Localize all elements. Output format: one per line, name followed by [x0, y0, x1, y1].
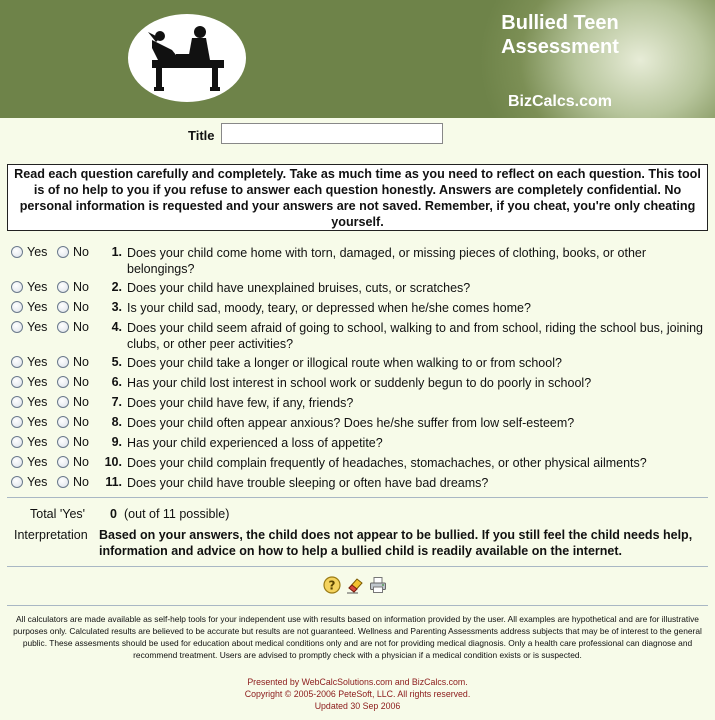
question-number: 10. [104, 455, 122, 469]
title-row [0, 123, 715, 147]
yes-radio[interactable] [11, 396, 23, 408]
no-radio[interactable] [57, 416, 69, 428]
divider [7, 566, 708, 567]
no-label[interactable]: No [73, 375, 89, 389]
disclaimer-text: All calculators are made available as self-help tools for your independent use with results based on information provided by the user. All examples are hypothetical and are for illustrative purposes only. Calculated results are believed to be accurate but results are not guaranteed. Wellness and Parenting Assessments address subjects that may be of interest to the general public. These assesments should be used for education about medical conditions only and are not for providing medical diagnosis. Only a health care professional can diagnose and recommend treatment. Users are advised to promptly check with a physician if a medical condition exists or is suspected. [13, 614, 702, 660]
no-radio[interactable] [57, 396, 69, 408]
no-radio[interactable] [57, 246, 69, 258]
no-radio[interactable] [57, 476, 69, 488]
no-label[interactable]: No [73, 475, 89, 489]
yes-label[interactable]: Yes [27, 245, 48, 259]
question-text: Does your child have unexplained bruises, cuts, or scratches? [127, 281, 471, 295]
no-label[interactable]: No [73, 455, 89, 469]
yes-label[interactable]: Yes [27, 435, 48, 449]
printer-icon[interactable] [369, 576, 387, 594]
total-possible-note: (out of 11 possible) [124, 507, 230, 521]
bench-teen-logo-icon [146, 24, 230, 94]
yes-label[interactable]: Yes [27, 300, 48, 314]
yes-radio[interactable] [11, 456, 23, 468]
yes-radio[interactable] [11, 376, 23, 388]
total-yes-label: Total 'Yes' [30, 507, 86, 521]
divider [7, 605, 708, 606]
no-radio[interactable] [57, 356, 69, 368]
question-number: 9. [111, 435, 122, 449]
question-text: Does your child often appear anxious? Does he/she suffer from low self-esteem? [127, 416, 575, 430]
title-label: Title [188, 128, 215, 143]
divider [7, 497, 708, 498]
no-label[interactable]: No [73, 280, 89, 294]
question-text: Does your child have trouble sleeping or often have bad dreams? [127, 476, 489, 490]
footer-presented-by: Presented by WebCalcSolutions.com and BizCalcs.com. [247, 677, 468, 687]
question-number: 1. [111, 245, 122, 259]
yes-radio[interactable] [11, 281, 23, 293]
yes-radio[interactable] [11, 301, 23, 313]
question-number: 6. [111, 375, 122, 389]
no-label[interactable]: No [73, 435, 89, 449]
svg-text:?: ? [328, 578, 336, 593]
question-number: 7. [111, 395, 122, 409]
question-number: 8. [111, 415, 122, 429]
yes-label[interactable]: Yes [27, 375, 48, 389]
no-radio[interactable] [57, 376, 69, 388]
question-text: Does your child come home with torn, damaged, or missing pieces of clothing, books, or other belongings? [127, 246, 647, 276]
instructions-box: Read each question carefully and completely. Take as much time as you need to reflect on each question. This tool is of no help to you if you refuse to answer each question honestly. Answers are completely confidential. No personal information is requested and your answers are not saved. Remember, if you cheat, you're only cheating yourself. [7, 164, 708, 231]
header-banner [0, 0, 715, 118]
no-label[interactable]: No [73, 415, 89, 429]
no-label[interactable]: No [73, 320, 89, 334]
interpretation-text: Based on your answers, the child does not appear to be bullied. If you still feel the child needs help, information and advice on how to help a bullied child is readily available on the internet. [99, 528, 693, 558]
yes-label[interactable]: Yes [27, 455, 48, 469]
no-radio[interactable] [57, 456, 69, 468]
question-text: Does your child take a longer or illogical route when walking to or from school? [127, 356, 562, 370]
no-radio[interactable] [57, 281, 69, 293]
question-text: Is your child sad, moody, teary, or depressed when he/she comes home? [127, 301, 531, 315]
question-number: 5. [111, 355, 122, 369]
question-text: Does your child seem afraid of going to school, walking to and from school, riding the school bus, joining clubs, or other peer activities? [127, 321, 704, 351]
title-input[interactable] [221, 123, 443, 144]
question-number: 3. [111, 300, 122, 314]
question-text: Does your child have few, if any, friends? [127, 396, 354, 410]
no-label[interactable]: No [73, 300, 89, 314]
app-title: Bullied Teen Assessment [501, 12, 619, 58]
question-text: Does your child complain frequently of headaches, stomachaches, or other physical ailments? [127, 456, 647, 470]
question-text: Has your child lost interest in school work or suddenly begun to do poorly in school? [127, 376, 592, 390]
no-label[interactable]: No [73, 355, 89, 369]
question-number: 2. [111, 280, 122, 294]
yes-label[interactable]: Yes [27, 415, 48, 429]
yes-radio[interactable] [11, 416, 23, 428]
no-label[interactable]: No [73, 395, 89, 409]
yes-label[interactable]: Yes [27, 280, 48, 294]
yes-label[interactable]: Yes [27, 320, 48, 334]
yes-radio[interactable] [11, 356, 23, 368]
total-yes-value: 0 [110, 507, 117, 521]
interpretation-label: Interpretation [14, 528, 88, 542]
yes-radio[interactable] [11, 246, 23, 258]
yes-label[interactable]: Yes [27, 395, 48, 409]
eraser-icon[interactable] [346, 576, 364, 594]
question-text: Has your child experienced a loss of appetite? [127, 436, 383, 450]
question-number: 11. [105, 475, 122, 489]
footer-updated: Updated 30 Sep 2006 [314, 701, 401, 711]
no-radio[interactable] [57, 321, 69, 333]
logo [128, 14, 246, 102]
question-number: 4. [111, 320, 122, 334]
no-radio[interactable] [57, 301, 69, 313]
site-name: BizCalcs.com [507, 93, 613, 110]
yes-radio[interactable] [11, 436, 23, 448]
no-label[interactable]: No [73, 245, 89, 259]
footer-copyright: Copyright © 2005-2006 PeteSoft, LLC. All rights reserved. [244, 689, 471, 699]
no-radio[interactable] [57, 436, 69, 448]
yes-label[interactable]: Yes [27, 355, 48, 369]
yes-radio[interactable] [11, 321, 23, 333]
yes-label[interactable]: Yes [27, 475, 48, 489]
help-icon[interactable] [323, 576, 341, 594]
yes-radio[interactable] [11, 476, 23, 488]
